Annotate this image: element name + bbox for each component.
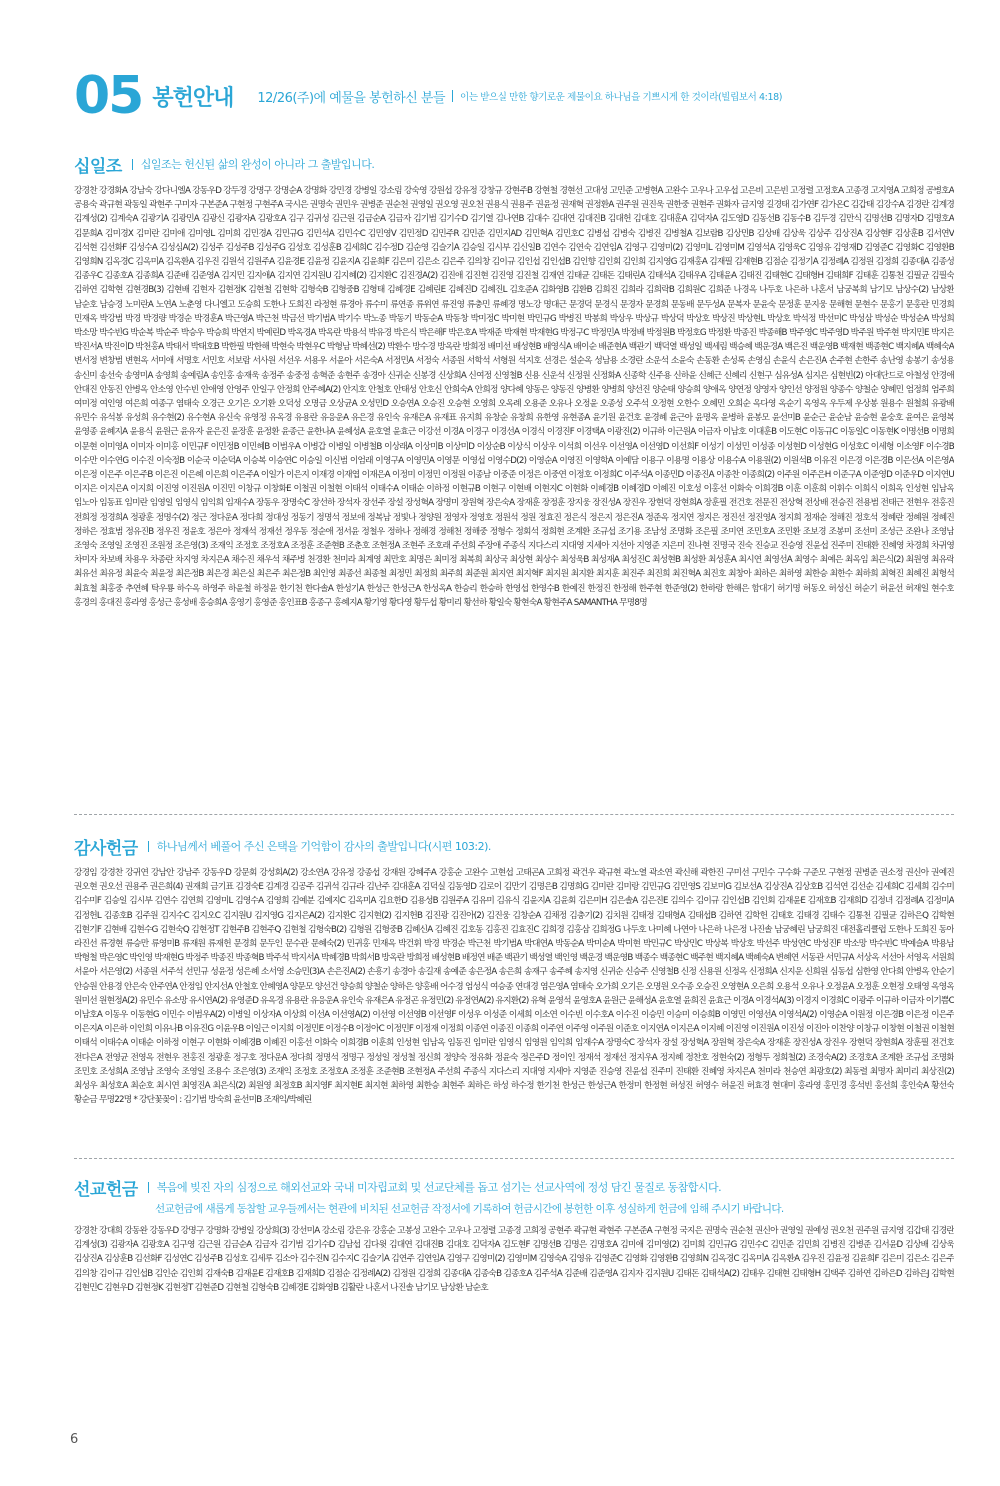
mission-title: 선교헌금: [74, 1179, 138, 1200]
mission-description-2: 선교헌금에 새롭게 동참할 교우들께서는 현관에 비치된 선교헌금 작정서에 기록하여 헌금시간에 봉헌한 이후 성실하게 헌금에 임해 주시기 바랍니다.: [155, 1203, 784, 1215]
thanks-section: [74, 834, 954, 1152]
flower-note: * 강단꽃꽂이 : 김기범 방숙희 윤선미B 조재익/박혜린: [133, 1095, 312, 1106]
section-heading: [74, 1175, 954, 1199]
thanks-names: 강경임 강경찬 강귀연 강남안 강남주 강동우D 강문회 강성회A(2) 강소연A 강유정 강종섭 강재원 강혜주A 강홍순 고완수 고현섭 고태곤A 고희정 곽건우 곽규현 곽노열 곽소연 곽신해 곽한진 구미선 구민수 구수화 구준모 구현정 권병준 권소정 권신아 권예진 권오현 권오선 권용주 권은희(4) 권재희 금기표 김경숙E 김계경 김공주 김귀석 김규라 김난주 김대훈A 김덕실 김동영D 김로이 김만기 김명은B 김명희G 김미란 김미랑 김민규G 김민영S 김보미G 김보선A 김상진A 김상호B 김석연 김선순 김세희C 김세희 김수미 김수미F 김승일 김시부 김연수 김연희 김영미L 김영수A 김영희 김예분 김예지C 김옥미A 김요한D 김용성B 김원주A 김유미 김유식 김윤지A 김윤회 김은미H 김은솔A 김은진E 김의수 김이규 김인섭B 김인회 김재윤E 김재호B 김재희D 김정녀 김정례A 김정미A 김정헌L 김종호B 김주원 김지수C 김지오C 김지원U 김지영G 김지은A(2) 김지환C 김지현(2) 김지헌B 김진광 김진아(2) 김진웅 김창순A 김채정 김충기(2) 김치원 김태정 김태형A 김태섭B 김하연 김학헌 김태호 김태경 김태수 김통천 김필균 김하은Q 김학현 김현기F 김현배 김현수G 김현숙Q 김현정T 김현주B 김현주Q 김현철 김형숙B(2) 김형원 김형중B 김혜신A 김혜진 김호동 김홍진 김효진C 김희경 김홍삼 김희정G 나두호 나미혜 나연아 나은하 나은정 나진솔 남궁혜린 남궁희진 대전홀리클럽 도한나 도희진 동아 라진선 류경현 류승만 류영미B 류재원 류재헌 문경희 문두인 문수관 문혜숙(2) 민귀홍 민재옥 박건휘 박경 박경순 박근천 박기범A 박대연A 박동순A 박미순A 박미현 박민규C 박상민C 박상복 박상호 박선주 박성연C 박성진F 박소망 박수빈C 박예슬A 박용남 박형철 박은영C 박인영 박재현G 박정주 박종진 박종혁B 박주석 박지서A 박혜경B 박희서B 방옥란 방희정 배성현B 배정연 배준 백관기 백성열 백인영 백운경 백운영B 백종수 백종현C 백주현 백지혜A 백혜숙A 변혜연 서동관 서민규A 서상옥 서선아 서영옥 서원희 서윤아 서은영(2) 서종원 서주석 선민규 성윤정 성은혜 소서영 소승민(3)A 손은진A(2) 손흥기 송경아 송길재 송예준 송은정A 송은희 송재구 송주혜 송지영 신귀순 신승주 신영철B 신정 신용원 신정옥 신정희A 신지운 신희원 심동섭 심한영 안다희 안병옥 안순기 안승원 안용경 안은숙 안주연A 안정임 안지선A 안철호 안혜영A 양문모 양선건 양승희 양철순 양하은 양홍배 어수경 엄성식 여승종 연대경 염은영A 염태숙 오가희 오기은 오명원 오수종 오승진 오영현A 오은희 오용석 오유나 오정윤A 오정훈 오현정 오태영 옥영옥 원미선 원현정A(2) 유민수 유소망 유시연A(2) 유영준D 유옥경 유용란 유응운A 유인숙 유재은A 유정곤 유정민(2) 유정연A(2) 유지환(2) 유혁 윤영석 윤영호A 윤원근 윤해성A 윤호열 윤희진 윤효근 이경A 이경석A(3) 이경지 이경희C 이광주 이규하 이금자 이기쁨C 이남호A 이동우 이동현G 이민수 이범우A(2) 이병일 이상자A 이상희 이선A 이선영A(2) 이선영 이선영B 이선영F 이성우 이성준 이세희 이소연 이수빈 이수호A 이수진 이승민 이승미 이승희B 이영민 이영선A 이영석A(2) 이영순A 이원정 이은경B 이은정 이은주 이은지A 이은하 이인희 이유나B 이유진G 이윤우B 이일근 이지희 이정민E 이정수B 이정아C 이정민F 이정재 이정희 이종연 이종진 이종희 이주연 이주영 이주원 이준호 이지연A 이지은A 이지혜 이진영 이진원A 이진성 이진아 이찬양 이창규 이창현 이철권 이철현 이태석 이태수A 이태순 이하정 이현구 이현화 이혜경B 이혜진 이홍선 이화숙 이희경B 이훈희 인성현 임남옥 임동진 임미란 임영식 임영원 임익희 임재수A 장명숙C 장석자 장설 장성혁A 장원혁 장은숙A 장재훈 장진성A 장진우 장현덕 장현희A 장훈필 전건호 전다은A 전영균 전영옥 전현우 전홍진 정광훈 정구호 정다운A 정다희 정명석 정명구 정성일 정성철 정신희 정양숙 정유화 정윤숙 정은주D 정이인 정재석 정재선 정지우A 정지혜 정찬호 정현숙(2) 정형두 정희철(2) 조경숙A(2) 조경호A 조계환 조규섭 조명화 조민호 조성희A 조영남 조영숙 조영일 조용수 조은영(3) 조재익 조정호 조정호A 조정훈 조준현B 조현정A 주선희 주종식 지다스리 지대영 지세아 지영준 진승영 진윤섭 진주미 진태환 진혜영 차지은A 천미라 천승연 최광호(2) 최동렬 최명자 최미리 최상진(2) 최성우 최성호A 최순호 최시연 최영진A 최은식(2) 최원영 최정호B 최지영F 최지현E 최지현 최하영 최한승 최현주 최하은 하성 하수정 한기천 한성근 한성근A 한정미 한정현 허성진 허영수 허윤진 허효경 현대미 홍라영 홍민경 홍석빈 홍선희 홍인숙A 황선숙 황순금 무명22명: [74, 868, 954, 1106]
section-title: 봉헌안내: [152, 85, 234, 111]
section-number: 05: [74, 66, 143, 126]
section-heading: [74, 152, 954, 176]
divider: [132, 159, 133, 170]
header-verse: 이는 받으실 만한 향기로운 제물이요 하나님을 기쁘시게 한 것이라(빌립보서 4:18): [460, 92, 783, 103]
section-divider: [74, 814, 954, 815]
tithe-section: [74, 152, 954, 808]
mission-section: [74, 1175, 954, 1405]
date-line: 12/26(주)에 예물을 봉헌하신 분들: [257, 90, 446, 106]
divider: [452, 90, 453, 102]
section-heading: [74, 834, 954, 858]
tithe-donor-list: 강경찬 강경화A 강남숙 강다니엘A 강동우D 강두경 강명구 강명순A 강명화 강민경 강병일 강소림 강숙영 강원섭 강유정 강창규 강현주B 강현철 경현선 고대성 고민준 고병현A 고완수 고우나 고우섭 고은비 고은빈 고정렬 고정호A 고종경 고지영A 고희정 공병호A 공용숙 곽규현 곽동일 곽현주 구미자 구본준A 구현정 구현주A 국시은 권명숙 권민우 권병준 권순천 권영일 권오영 권오천 권용식 권용주 권윤정 권재혁 권정환A 권주원 권진욱 권한중 권현주 권화자 금지영 길경태 김가연F 김가온C 김갑태 김강수A 김경란 김계경 김계성(2) 김계숙A 김광기A 김광민A 김광신 김광자A 김광호A 김구 김귀성 김근원 김금순A 김금자 김기범 김기수D 김기열 김나연B 김대수 김대연 김대진B 김대헌 김대호 김대훈A 김덕자A 김도영D 김동선B 김동수B 김두경 김만식 김명선B 김명자D 김명호A 김문희A 김미경X 김미란 김미애 김미영L 김미희 김민경A 김민규G 김민석A 김민수C 김민영V 김민정D 김민주R 김민준 김민지AD 김민혁A 김민호C 김병섭 김병숙 김병진 김병철A 김보람B 김상민B 김상배 김상욱 김상주 김상진A 김상현F 김상훈B 김서연V 김석현 김선화F 김성수A 김성심A(2) 김성주 김성주B 김성주G 김성호 김성훈B 김세희C 김수정D 김순영 김슬기A 김승일 김시부 김신일B 김연수 김연숙 김연임A 김영구 김영미(2) 김영미L 김영미M 김영석A 김영욱C 김영유 김영재D 김영준C 김영화C 김영환B 김영희N 김옥경C 김옥미A 김옥환A 김우진 김원석 김원주A 김윤경E 김윤정 김윤지A 김윤희F 김은미 김은소 김은주 김의창 김이규 김인섭 김인섭B 김인향 김인회 김인희 김지영G 김재홍A 김재필 김재현B 김점순 김정기A 김정례A 김정원 김정희 김종대A 김종성 김종우C 김종호A 김종희A 김준배 김준영A 김지민 김지애A 김지연 김지원U 김지혜(2) 김지환C 김진경A(2) 김진애 김진현 김진영 김진철 김재연 김태균 김태돈 김태린A 김태석A 김태우A 김태윤A 김태진 김태현C 김태형H 김태희F 김태훈 김통천 김필균 김필숙 김하연 김학현 김현경B(3) 김현배 김현자 김현정K 김현철 김현학 김형숙B 김형중B 김형태 김혜경E 김혜린E 김혜진D 김혜진L 김호준A 김화영B 김환B 김희진 김희라 김희락B 김희원C 김희준 나경옥 나두호 나은하 나혼서 남궁복희 남기모 남상수(2) 남상환 남순호 남승경 노미란A 노연A 노춘영 다니엘고 도승희 도한나 도희진 라정현 류경아 류수미 류연종 류위연 류진영 류충민 류혜경 명노강 명대근 문경덕 문경식 문경자 문경희 문동배 문두성A 문복자 문윤숙 문정훈 문지웅 문해현 문현수 문홍기 문홍란 민경희 민재옥 박강범 박경 박경량 박경순 박경훈A 박근영A 박근천 박금선 박기범A 박기수 박노종 박동기 박동순A 박동창 박미정C 박미현 박민규G 박병진 박봉희 박상우 박상규 박상덕 박상호 박상진 박상현L 박상호 박석정 박선미C 박성삼 박성순 박성순A 박성희 박소망 박수빈G 박순복 박순주 박승우 박승희 박연지 박예린D 박옥경A 박옥란 박용석 박유경 박은식 박은해F 박은호A 박재준 박재현 박재현G 박정구C 박정민A 박정배 박정원B 박정호G 박정환 박종진 박종해B 박주영C 박주영D 박주원 박주현 박지민E 박지은 박진서A 박진이D 박천홍A 박태서 박태호B 박한필 박한해 박현숙 박현우C 박형남 박혜선(2) 박환수 방수경 방옥란 방희정 배미선 배성현B 배영식A 배이순 배준현A 백관기 백덕열 백성일 백세림 백승혜 백운경A 백은진 백운영B 백재현 백종현C 백지혜A 백혜숙A 변서정 변창범 변현옥 서미애 서명호 서민호 서보람 서사원 서선우 서용우 서윤아 서은숙A 서정민A 서정숙 서종원 서학석 서형원 석지호 선경은 설순옥 성남용 소경란 소운석 소윤숙 손동환 손성록 손영심 손윤식 손은진A 손주현 손한주 송난영 송봉기 송성용 송신미 송선숙 송영미A 송영희 송예림A 송인홍 송재욱 송정주 송중정 송혁준 송현주 송경아 신귀순 신봉경 신상희A 신여정 신영철B 신용 신운석 신정원 신정화A 신종학 신주용 신하윤 신혜근 신혜리 신현구 심유성A 심지은 심현빈(2) 아대단드로 아철성 안경애 안대진 안동진 안병옥 안소영 안수빈 안애영 안영주 안일구 안정희 안주혜A(2) 안지호 안철호 안태성 안호신 안희숙A 안희정 양다혜 양동은 양동진 양병환 양병희 양선진 양순태 양승희 양애옥 양연정 양영자 양인선 양정원 양종수 양철순 양혜민 엄정희 엄주희 여미정 여인영 여은희 여종구 염태숙 오경근 오기은 오기환 오덕성 오명금 오상균A 오성민D 오승연A 오승진 오승현 오영희 오옥례 오용준 오유나 오정윤 오종성 오주석 오정현 오한수 오혜민 오희순 옥다영 옥순기 옥영옥 우두제 우상봉 원용수 원철희 유광배 유민수 유석봉 유성희 유수현(2) 유수현A 유신숙 유영정 유옥경 유용란 유응운A 유은경 유인숙 유재은A 유재표 유지희 유창순 유창희 유한영 유현종A 윤기원 윤건호 윤경혜 윤근아 윤명옥 윤병하 윤봉모 윤선미B 윤순근 윤순남 윤승현 윤숭호 윤여은 윤영복 윤영종 윤혜지A 윤용식 윤원근 윤유자 윤은진 윤장훈 윤정환 윤종근 윤한나A 윤혜성A 윤호열 윤효근 이강선 이경A 이경구 이경선A 이경식 이경진F 이경택A 이광진(2) 이규하 이근원A 이금자 이남호 이대훈B 이도현C 이동규C 이동일C 이동현K 이명선B 이명희 이문현 이미영A 이미자 이미홍 이민규F 이민정B 이민혜B 이범우A 이병갑 이병일 이병철B 이상래A 이상미B 이상미D 이상순B 이상식 이상우 이석희 이선우 이선영A 이선영D 이선희F 이성기 이성민 이성종 이성현D 이성현G 이성호C 이세형 이소영F 이수경B 이수만 이수연G 이수진 이숙정B 이순국 이순덕A 이승복 이승연C 이승일 이신범 이엄래 이영구A 이영민A 이영문 이영섭 이영수D(2) 이영순A 이영진 이영학A 이예담 이용구 이용명 이용상 이용수A 이용원(2) 이원석B 이유진 이은경 이은경B 이은선A 이은영A 이은정 이은주 이은주B 이은진 이은혜 이은희 이은주A 이일가 이은지 이재경 이재엽 이재은A 이정미 이정민 이정원 이종남 이중준 이정은 이중연 이정호 이정희C 이주석A 이종민D 이종진A 이종찬 이종희(2) 이주원 이주은H 이준구A 이준영D 이준우D 이지연U 이지은 이지은A 이지희 이진영 이진원A 이진민 이창규 이창화E 이철권 이철현 이태석 이태수A 이태순 이하정 이현규B 이현구 이현배 이현지C 이현화 이혜경B 이혜경D 이혜진 이호성 이홍선 이화숙 이희경B 이훈 이훈희 이휘수 이희식 이희옥 인성현 임남옥 임노아 임동표 임미란 임영일 임영식 임익희 임재수A 장동우 장명숙C 장선하 장석자 장선주 장설 장성혁A 장명미 장원혁 장은숙A 장재훈 장정훈 장지웅 장진성A 장진우 장현덕 장현희A 장훈필 전건호 전문진 전상혁 전상배 전승진 전용범 전태근 전현우 전홍진 전희정 정경희A 정광훈 정명수(2) 정근 정다운A 정다희 정대성 정동기 정명석 정보애 정복남 정빛나 정양원 정영자 정영호 정원석 정원 정효진 정은식 정은지 정은진A 정준옥 정지연 정지은 정진선 정진영A 정지희 정재순 정해진 정호석 정혜란 정혜원 정혜진 정하은 정효범 정유진B 정우진 정윤호 정은아 정재석 정재선 정우동 정순애 정서윤 정철우 정하나 정해경 정해천 정해중 정형수 정회석 정희현 조계환 조규섭 조기용 조남성 조명화 조은필 조미연 조민호A 조민환 조보경 조봉미 조선미 조성근 조완나 조영남 조영숙 조영일 조영진 조원정 조은영(3) 조재익 조정호 조정호A 조정훈 조준현B 조춘호 조현정A 조현주 조호래 주선희 주장애 주종식 지다스리 지대영 지세아 지선아 지영준 지은미 진나현 진명국 진숙 진승교 진승영 진윤섭 진주미 진태환 진혜영 차경희 차귀영 차미자 차보배 차용우 차종란 차지영 차지은A 채수진 채우석 채주병 천경환 천미라 최계영 최만호 최명은 최미정 최복희 최상국 최상현 최상수 최성욱B 최성재A 최성진C 최성현B 최성환 최성훈A 최시연 최영선A 최영수 최예은 최옥임 최은식(2) 최원영 최유락 최유선 최유정 최윤숙 최윤정 최은정B 최은경 최은실 최은주 최은정B 최인영 최종선 최종철 최정민 최정희 최주희 최준원 최지연 최지혁F 최지원 최지환 최지훈 최진주 최진희 최진혁A 최진호 최창아 최하은 최하영 최한승 최한수 최하희 최혁진 최혜진 최형석 최효철 최홍중 추연혜 탁우룡 하수옥 하영주 하윤철 하정윤 한기천 한다솔A 한성기A 한성근 한성근A 한성옥A 한승리 한승하 한영섭 한영수B 한예진 한정진 한정해 한주현 한준영(2) 한하랑 한해은 함대기 허기명 허동오 허성신 허순기 허윤선 허재일 현수호 홍경의 홍대진 홍라영 홍성근 홍성배 홍승희A 홍영기 홍영준 홍인표B 홍종구 홍혜지A 황기영 황다영 황두섭 황미리 황선하 황일숙 황현숙A 황현주A SAMANTHA 무명8명: [74, 186, 954, 608]
mission-donor-list: 강경찬 강대희 강동완 강동우D 강명구 강명화 강병일 강상희(3) 강선미A 강소림 강은유 강홍순 고봉성 고완수 고우나 고정렬 고종경 고희정 공현주 곽규현 곽현주 구본준A 구현정 국지은 권명숙 권순천 권신아 권영일 권예성 권오천 권주원 금지영 김갑태 김경란 김계성(3) 김광자A 김광호A 김구영 김근원 김금순A 김금자 김기범 김기수D 김남섭 김다윗 김대연 김대진B 김대호 김덕자A 김도현F 김명선B 김명은 김명호A 김미애 김미영(2) 김미희 김민규G 김민수C 김민준 김민희 김병진 김병준 김서윤D 김상배 김상욱 김상진A 김상훈B 김선화F 김성연C 김성주B 김성호 김세루 김소아 김수진N 김수지C 김슬기A 김연주 김연임A 김영구 김영미(2) 김영미M 김영숙A 김영유 김영준C 김영화 김영환B 김영희N 김옥경C 김옥미A 김옥환A 김우진 김윤정 김윤희F 김은미 김은소 김은주 김의창 김이규 김인섭B 김인순 김인회 김재숙B 김재윤E 김재호B 김재희D 김점순 김정례A(2) 김정원 김정희 김종대A 김종숙B 김종호A 김주석A 김준배 김준영A 김지자 김지원U 김태돈 김태석A(2) 김태우 김태현 김태형H 김택주 김하연 김하은D 김하은J 김학현 김현민C 김현우D 김현정K 김현정T 김현준D 김현철 김형숙B 김혜경E 김화영B 김활란 나혼서 나진솔 남기모 남상환 남순호: [74, 1226, 954, 1293]
thanks-title: 감사헌금: [74, 838, 138, 859]
tithe-title: 십일조: [74, 156, 122, 177]
page-header: [74, 66, 974, 126]
divider: [148, 1182, 149, 1193]
page-number: 6: [70, 1432, 79, 1447]
mission-description: 복음에 빚진 자의 심정으로 해외선교와 국내 미자립교회 및 선교단체를 돕고 섬기는 선교사역에 정성 담긴 물질로 동참합시다.: [156, 1181, 722, 1194]
thanks-donor-list: [74, 866, 954, 1150]
tithe-description: 십일조는 헌신된 삶의 완성이 아니라 그 출발입니다.: [140, 158, 375, 171]
thanks-description: 하나님께서 베풀어 주신 은택을 기억함이 감사의 출발입니다(시편 103:2).: [156, 840, 491, 853]
divider: [148, 841, 149, 852]
section-divider: [74, 1158, 954, 1159]
